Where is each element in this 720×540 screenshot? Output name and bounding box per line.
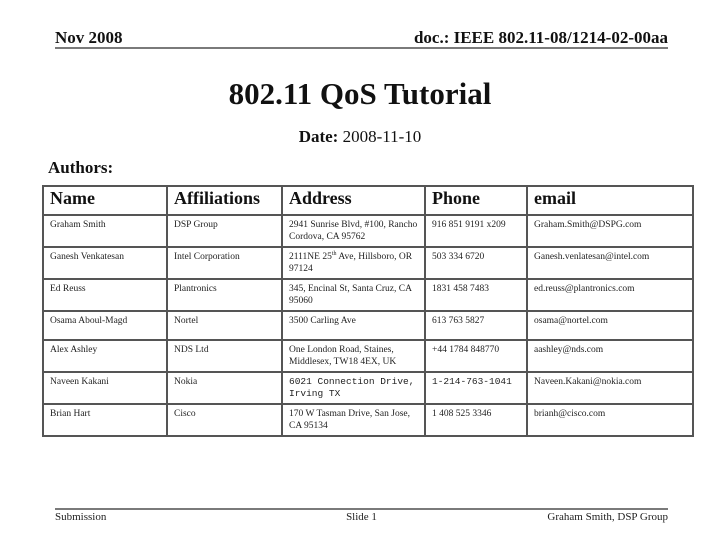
cell-affiliation: Plantronics bbox=[167, 279, 282, 311]
column-header-affiliations: Affiliations bbox=[167, 186, 282, 215]
cell-affiliation: Nortel bbox=[167, 311, 282, 340]
slide-header bbox=[55, 26, 668, 48]
authors-table bbox=[42, 185, 694, 437]
slide-footer bbox=[55, 511, 668, 525]
cell-name: Osama Aboul-Magd bbox=[43, 311, 167, 340]
cell-affiliation: Intel Corporation bbox=[167, 247, 282, 279]
table-row bbox=[43, 215, 693, 247]
header-divider bbox=[55, 47, 668, 49]
footer-slide-number: Slide 1 bbox=[346, 511, 377, 523]
table-row bbox=[43, 247, 693, 279]
footer-author: Graham Smith, DSP Group bbox=[547, 511, 668, 523]
table-row bbox=[43, 372, 693, 404]
cell-email: Ganesh.venlatesan@intel.com bbox=[527, 247, 693, 279]
header-doc-id: doc.: IEEE 802.11-08/1214-02-00aa bbox=[413, 28, 668, 47]
slide-date bbox=[0, 127, 720, 147]
authors-heading: Authors: bbox=[48, 158, 114, 177]
slide-title: 802.11 QoS Tutorial bbox=[228, 76, 492, 111]
header-date: Nov 2008 bbox=[55, 28, 123, 47]
cell-name: Ed Reuss bbox=[43, 279, 167, 311]
cell-email: Naveen.Kakani@nokia.com bbox=[527, 372, 693, 404]
cell-address: One London Road, Staines, Middlesex, TW18 4EX, UK bbox=[282, 340, 425, 372]
column-header-name: Name bbox=[43, 186, 167, 215]
cell-email: osama@nortel.com bbox=[527, 311, 693, 340]
table-row bbox=[43, 404, 693, 436]
cell-name: Alex Ashley bbox=[43, 340, 167, 372]
cell-address: 3500 Carling Ave bbox=[282, 311, 425, 340]
cell-phone: 503 334 6720 bbox=[425, 247, 527, 279]
cell-email: ed.reuss@plantronics.com bbox=[527, 279, 693, 311]
column-header-email: email bbox=[527, 186, 693, 215]
cell-phone: 916 851 9191 x209 bbox=[425, 215, 527, 247]
cell-name: Graham Smith bbox=[43, 215, 167, 247]
cell-name: Naveen Kakani bbox=[43, 372, 167, 404]
date-label: Date: bbox=[298, 127, 339, 146]
cell-name: Brian Hart bbox=[43, 404, 167, 436]
cell-email: Graham.Smith@DSPG.com bbox=[527, 215, 693, 247]
table-header-row bbox=[43, 186, 693, 215]
cell-address bbox=[282, 247, 425, 279]
table-row bbox=[43, 340, 693, 372]
cell-address: 2941 Sunrise Blvd, #100, Rancho Cordova, CA 95762 bbox=[282, 215, 425, 247]
footer-submission: Submission bbox=[55, 511, 107, 523]
cell-email: brianh@cisco.com bbox=[527, 404, 693, 436]
table-row bbox=[43, 279, 693, 311]
cell-affiliation: Cisco bbox=[167, 404, 282, 436]
footer-divider bbox=[55, 508, 668, 510]
column-header-address: Address bbox=[282, 186, 425, 215]
cell-phone: +44 1784 848770 bbox=[425, 340, 527, 372]
cell-affiliation: NDS Ltd bbox=[167, 340, 282, 372]
address-superscript: th bbox=[331, 250, 337, 257]
cell-address: 6021 Connection Drive, Irving TX bbox=[282, 372, 425, 404]
cell-phone: 1831 458 7483 bbox=[425, 279, 527, 311]
date-value: 2008-11-10 bbox=[342, 127, 422, 146]
cell-affiliation: DSP Group bbox=[167, 215, 282, 247]
cell-email: aashley@nds.com bbox=[527, 340, 693, 372]
cell-phone: 613 763 5827 bbox=[425, 311, 527, 340]
cell-address: 345, Encinal St, Santa Cruz, CA 95060 bbox=[282, 279, 425, 311]
address-part: 2111NE 25 bbox=[289, 252, 332, 262]
cell-phone: 1 408 525 3346 bbox=[425, 404, 527, 436]
table-row bbox=[43, 311, 693, 340]
cell-affiliation: Nokia bbox=[167, 372, 282, 404]
address-part: Ave, Hillsboro, OR 97124 bbox=[289, 252, 413, 274]
cell-address: 170 W Tasman Drive, San Jose, CA 95134 bbox=[282, 404, 425, 436]
cell-name: Ganesh Venkatesan bbox=[43, 247, 167, 279]
column-header-phone: Phone bbox=[425, 186, 527, 215]
cell-phone: 1-214-763-1041 bbox=[425, 372, 527, 404]
